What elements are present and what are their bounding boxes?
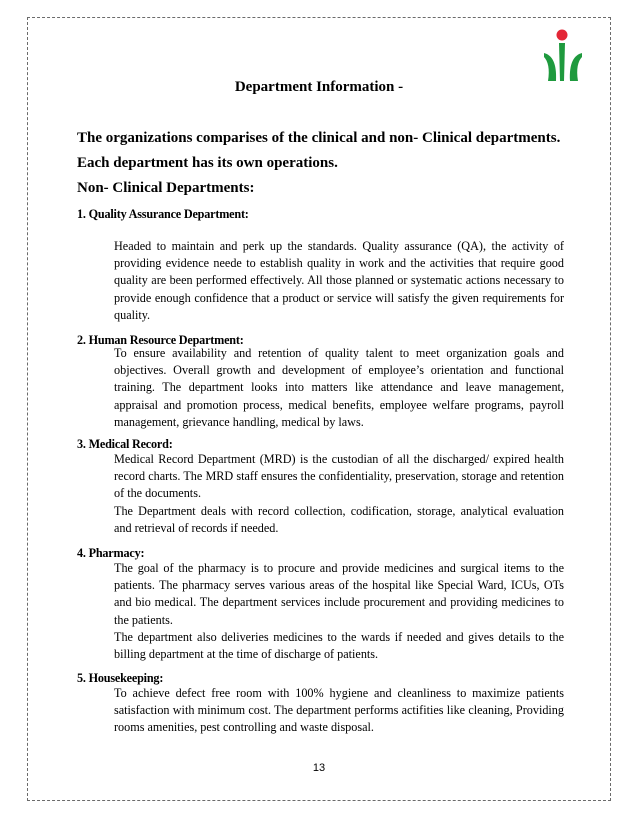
- section-heading-human-resource: 2. Human Resource Department:: [77, 333, 244, 347]
- paragraph: The department also deliveries medicines to the wards if needed and gives details to the billing department at the time of discharge of patients.: [114, 629, 564, 662]
- page-title: Department Information -: [234, 79, 404, 95]
- section-body-housekeeping: [114, 685, 564, 737]
- paragraph: The goal of the pharmacy is to procure and provide medicines and surgical items to the patients. The pharmacy serves various areas of the hospital like Special Ward, ICUs, OTs and bio medical. The department services include procurement and providing medicines to the patients.: [114, 561, 564, 627]
- section-body-human-resource: [114, 345, 564, 431]
- section-body-medical-record: [114, 451, 564, 537]
- paragraph: To achieve defect free room with 100% hygiene and cleanliness to maximize patients satisfaction with minimum cost. The department performs actifities like cleaning, Providing rooms amenities, pest controlling and waste disposal.: [114, 686, 564, 735]
- paragraph: Medical Record Department (MRD) is the custodian of all the discharged/ expired health record charts. The MRD staff ensures the confidentiality, preservation, storage and retention of the documents.: [114, 452, 564, 501]
- section-body-quality-assurance: [114, 238, 564, 324]
- section-body-pharmacy: [114, 560, 564, 663]
- intro-line-1: The organizations comparises of the clinical and non- Clinical departments.: [77, 130, 561, 146]
- paragraph: The Department deals with record collection, codification, storage, analytical evaluation and retrieval of records if needed.: [114, 503, 564, 535]
- paragraph: Headed to maintain and perk up the standards. Quality assurance (QA), the activity of providing evidence neede to establish quality in work and the activities that require good quality are been performed effectively. All those planned or systematic actions necessary to provide enough confidence that a product or service will satisfy the given requirements for quality.: [114, 239, 564, 322]
- page-number: 13: [312, 762, 326, 774]
- section-heading-pharmacy: 4. Pharmacy:: [77, 546, 145, 560]
- section-heading-quality-assurance: 1. Quality Assurance Department:: [77, 207, 249, 221]
- section-heading-housekeeping: 5. Housekeeping:: [77, 671, 164, 685]
- intro-line-3: Non- Clinical Departments:: [77, 180, 255, 196]
- intro-line-2: Each department has its own operations.: [77, 155, 338, 171]
- section-heading-medical-record: 3. Medical Record:: [77, 437, 173, 451]
- intro: [77, 126, 577, 201]
- paragraph: To ensure availability and retention of quality talent to meet organization goals and objectives. Overall growth and development of employee’s orientation and functional training. The department looks into matters like attendance and leave management, appraisal and promotion process, medical benefits, employee welfare programs, payroll management, grievance handling, medical by laws.: [114, 346, 564, 429]
